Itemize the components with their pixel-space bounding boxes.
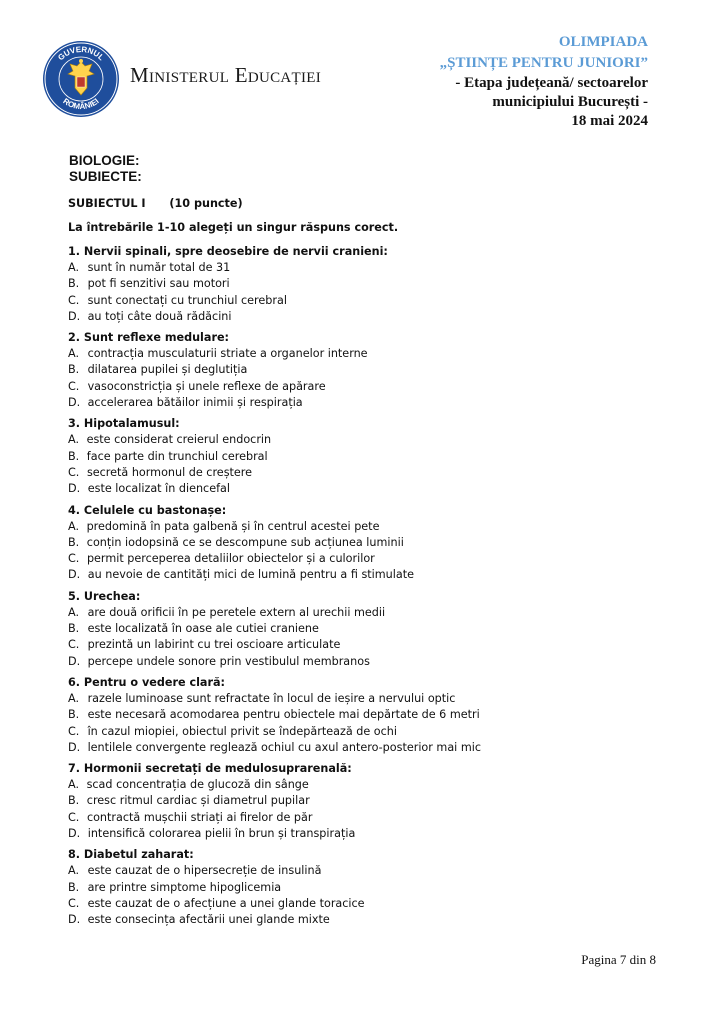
option-letter: A. — [68, 691, 80, 705]
exam-date: 18 mai 2024 — [571, 113, 648, 129]
answer-option — [68, 260, 668, 276]
question-title: 6. Pentru o vedere clară: — [68, 675, 226, 689]
answer-option — [68, 535, 668, 551]
option-letter: C. — [68, 810, 80, 824]
option-letter: B. — [68, 449, 80, 463]
question-6 — [68, 675, 668, 756]
olympiad-label: OLIMPIADA — [558, 34, 648, 50]
answer-option — [68, 293, 668, 309]
option-text: este localizat în diencefal — [87, 482, 230, 496]
option-text: predomină în pata galbenă și în centrul acestei pete — [86, 519, 380, 533]
option-letter: C. — [68, 638, 80, 652]
question-8 — [68, 847, 668, 928]
subject-heading — [69, 153, 142, 185]
option-text: secretă hormonul de creștere — [86, 465, 253, 479]
svg-text:ROMÂNIEI: ROMÂNIEI — [61, 96, 101, 112]
section-name: SUBIECTUL I — [68, 197, 146, 210]
answer-option — [68, 793, 668, 809]
page-header — [0, 0, 724, 150]
option-letter: B. — [68, 622, 80, 636]
answer-option — [68, 637, 668, 653]
stage-line-2: municipiului București - — [492, 94, 648, 110]
answer-option — [68, 551, 668, 567]
question-title: 5. Urechea: — [68, 589, 141, 603]
option-letter: A. — [68, 347, 80, 361]
option-text: are două orificii în pe peretele extern al urechii medii — [87, 605, 386, 619]
option-text: accelerarea bătăilor inimii și respirația — [87, 396, 303, 410]
option-letter: A. — [68, 519, 80, 533]
answer-option — [68, 449, 668, 465]
option-letter: B. — [68, 535, 80, 549]
option-text: contractă mușchii striați ai firelor de păr — [86, 810, 313, 824]
option-letter: A. — [68, 261, 80, 274]
answer-option — [68, 465, 668, 481]
option-letter: C. — [68, 293, 80, 307]
option-text: razele luminoase sunt refractate în locul de ieșire a nervului optic — [87, 691, 456, 705]
option-text: este localizată în oase ale cutiei craniene — [87, 622, 319, 636]
section-title — [68, 196, 668, 214]
answer-option — [68, 826, 668, 842]
question-title: 1. Nervii spinali, spre deosebire de nervii cranieni: — [68, 245, 388, 258]
option-letter: B. — [68, 794, 80, 808]
option-letter: A. — [68, 605, 80, 619]
option-text: conțin iodopsină ce se descompune sub acțiunea luminii — [86, 535, 404, 549]
answer-option — [68, 309, 668, 325]
subject-name: BIOLOGIE: — [69, 153, 140, 168]
option-text: sunt conectați cu trunchiul cerebral — [87, 293, 287, 307]
answer-option — [68, 276, 668, 292]
option-text: intensifică colorarea pielii în brun și transpirația — [87, 827, 356, 841]
option-letter: D. — [68, 482, 81, 496]
question-title: 2. Sunt reflexe medulare: — [68, 331, 230, 345]
question-7 — [68, 761, 668, 842]
option-letter: C. — [68, 379, 80, 393]
option-text: sunt în număr total de 31 — [87, 261, 231, 274]
answer-option — [68, 912, 668, 928]
question-title: 3. Hipotalamusul: — [68, 417, 180, 431]
option-text: permit perceperea detaliilor obiectelor și a culorilor — [86, 552, 375, 566]
question-5 — [68, 589, 668, 670]
option-letter: B. — [68, 708, 80, 722]
option-text: percepe undele sonore prin vestibulul membranos — [87, 654, 370, 668]
question-4 — [68, 503, 668, 584]
ministry-name: Ministerul Educației — [130, 63, 322, 87]
exam-content — [68, 196, 668, 934]
government-seal — [42, 40, 120, 118]
question-title: 8. Diabetul zaharat: — [68, 848, 194, 862]
option-letter: A. — [68, 433, 80, 447]
option-letter: D. — [68, 309, 81, 323]
option-letter: B. — [68, 363, 80, 377]
answer-option — [68, 654, 668, 670]
option-text: prezintă un labirint cu trei oscioare articulate — [87, 638, 341, 652]
option-text: este cauzat de o hipersecreție de insulină — [87, 864, 322, 878]
option-letter: D. — [68, 827, 81, 841]
answer-option — [68, 567, 668, 583]
subject-subtitle: SUBIECTE: — [69, 169, 142, 184]
answer-option — [68, 724, 668, 740]
option-text: contracția musculaturii striate a organelor interne — [87, 347, 368, 361]
option-text: este consecința afectării unei glande mixte — [87, 913, 330, 927]
instructions: La întrebările 1-10 alegeți un singur răspuns corect. — [68, 221, 399, 234]
option-text: au toți câte două rădăcini — [87, 309, 232, 323]
option-text: lentilele convergente reglează ochiul cu axul antero-posterior mai mic — [87, 740, 482, 754]
stage-line-1: - Etapa județeană/ sectoarelor — [455, 75, 648, 91]
answer-option — [68, 621, 668, 637]
answer-option — [68, 896, 668, 912]
answer-option — [68, 810, 668, 826]
question-title: 4. Celulele cu bastonașe: — [68, 503, 227, 517]
question-3 — [68, 416, 668, 497]
answer-option — [68, 740, 668, 756]
answer-option — [68, 691, 668, 707]
question-1 — [68, 244, 668, 325]
answer-option — [68, 346, 668, 362]
answer-option — [68, 481, 668, 497]
option-letter: A. — [68, 864, 80, 878]
section-points: (10 puncte) — [169, 197, 243, 210]
option-text: vasoconstricția și unele reflexe de apărare — [87, 379, 326, 393]
answer-option — [68, 432, 668, 448]
answer-option — [68, 707, 668, 723]
answer-option — [68, 605, 668, 621]
answer-option — [68, 880, 668, 896]
option-text: cresc ritmul cardiac și diametrul pupilar — [86, 794, 310, 808]
option-text: dilatarea pupilei și deglutiția — [87, 363, 248, 377]
option-text: în cazul miopiei, obiectul privit se îndepărtează de ochi — [87, 724, 397, 738]
answer-option — [68, 777, 668, 793]
olympiad-info — [440, 32, 648, 131]
option-letter: C. — [68, 465, 80, 479]
answer-option — [68, 519, 668, 535]
question-title: 7. Hormonii secretați de medulosuprarenală: — [68, 762, 352, 776]
option-letter: D. — [68, 740, 81, 754]
option-letter: C. — [68, 552, 80, 566]
option-text: face parte din trunchiul cerebral — [86, 449, 268, 463]
option-text: are printre simptome hipoglicemia — [87, 880, 282, 894]
olympiad-name: „ȘTIINȚE PENTRU JUNIORI” — [439, 55, 648, 71]
option-text: este cauzat de o afecțiune a unei glande toracice — [87, 896, 365, 910]
page-number: Pagina 7 din 8 — [581, 952, 656, 967]
question-2 — [68, 330, 668, 411]
answer-option — [68, 379, 668, 395]
option-letter: B. — [68, 277, 80, 291]
option-letter: B. — [68, 880, 80, 894]
option-text: este necesară acomodarea pentru obiectele mai depărtate de 6 metri — [87, 708, 480, 722]
option-letter: C. — [68, 724, 80, 738]
option-text: au nevoie de cantități mici de lumină pentru a fi stimulate — [87, 568, 414, 582]
question-list — [68, 244, 668, 929]
answer-option — [68, 395, 668, 411]
answer-option — [68, 362, 668, 378]
svg-text:GUVERNUL: GUVERNUL — [56, 44, 106, 63]
option-letter: D. — [68, 568, 81, 582]
answer-option — [68, 863, 668, 879]
option-letter: A. — [68, 778, 80, 792]
option-letter: C. — [68, 896, 80, 910]
option-text: scad concentrația de glucoză din sânge — [86, 778, 309, 792]
option-letter: D. — [68, 654, 81, 668]
option-letter: D. — [68, 913, 81, 927]
option-text: este considerat creierul endocrin — [86, 433, 272, 447]
option-text: pot fi senzitivi sau motori — [87, 277, 230, 291]
option-letter: D. — [68, 396, 81, 410]
